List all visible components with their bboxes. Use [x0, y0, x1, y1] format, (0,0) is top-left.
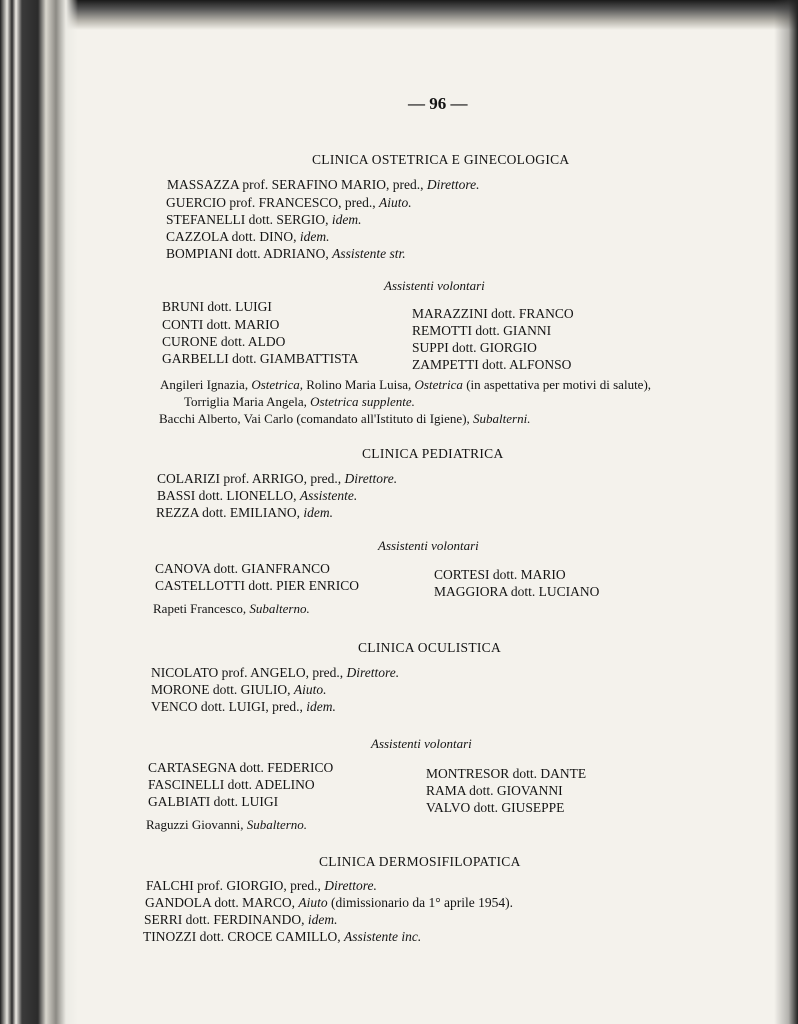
staff-name: BASSI dott. LIONELLO, [157, 488, 297, 503]
staff-name: MASSAZZA prof. SERAFINO MARIO, pred., [167, 177, 424, 192]
volunteer-right: RAMA dott. GIOVANNI [426, 783, 563, 798]
staff-role: idem. [306, 699, 336, 714]
scan-top-shadow [0, 0, 798, 30]
staff-name: SERRI dott. FERDINANDO, [144, 912, 305, 927]
volunteer-left: FASCINELLI dott. ADELINO [148, 777, 315, 792]
staff-entry [166, 194, 412, 211]
staff-role: idem. [303, 505, 333, 520]
section-title-oculistica: CLINICA OCULISTICA [358, 640, 502, 655]
staff-entry [146, 877, 377, 894]
staff-note: (dimissionario da 1° aprile 1954). [331, 895, 514, 910]
volunteer-right: MONTRESOR dott. DANTE [426, 766, 587, 781]
staff-entry [145, 894, 513, 911]
staff-role: idem. [299, 229, 330, 244]
staff-entry [157, 470, 397, 487]
staff-role: Aiuto. [379, 195, 412, 210]
volunteer-right: SUPPI dott. GIORGIO [412, 340, 537, 355]
page-number: — 96 — [408, 94, 468, 113]
section-title-pediatrica: CLINICA PEDIATRICA [362, 446, 504, 461]
volunteer-left: CARTASEGNA dott. FEDERICO [148, 760, 334, 775]
staff-role: Direttore. [344, 471, 398, 486]
book-binding-edge [0, 0, 78, 1024]
staff-name: CAZZOLA dott. DINO, [166, 229, 297, 244]
staff-entry [156, 504, 333, 521]
staff-name: FALCHI prof. GIORGIO, pred., [146, 878, 321, 893]
staff-role: Aiuto. [293, 682, 327, 697]
staff-name: TINOZZI dott. CROCE CAMILLO, [143, 929, 341, 944]
subaltern-note: Raguzzi Giovanni, Subalterno. [146, 817, 308, 832]
page-right-edge [774, 0, 798, 1024]
staff-role: Assistente str. [332, 246, 406, 261]
volunteer-right: VALVO dott. GIUSEPPE [426, 800, 565, 815]
staff-role: idem. [331, 212, 362, 227]
volunteer-left: GALBIATI dott. LUIGI [148, 794, 279, 809]
staff-role: idem. [307, 912, 338, 927]
volunteer-left: CASTELLOTTI dott. PIER ENRICO [155, 578, 359, 593]
volunteer-right: MAGGIORA dott. LUCIANO [434, 584, 600, 599]
volunteers-heading: Assistenti volontari [384, 278, 485, 293]
staff-entry [157, 487, 357, 504]
staff-role: Assistente. [299, 488, 358, 503]
staff-entry [143, 928, 421, 945]
volunteer-right: MARAZZINI dott. FRANCO [412, 306, 574, 321]
staff-entry [166, 245, 406, 262]
staff-entry [151, 664, 399, 681]
staff-name: STEFANELLI dott. SERGIO, [166, 212, 329, 227]
staff-entry [144, 911, 338, 928]
staff-role: Direttore. [426, 177, 480, 192]
staff-name: REZZA dott. EMILIANO, [156, 505, 300, 520]
volunteer-left: BRUNI dott. LUIGI [162, 299, 272, 314]
volunteer-left: CANOVA dott. GIANFRANCO [155, 561, 330, 576]
staff-name: VENCO dott. LUIGI, pred., [151, 699, 303, 714]
staff-role: Aiuto [298, 895, 328, 910]
midwives-note: Angileri Ignazia, Ostetrica, Rolino Maria Luisa, Ostetrica (in aspettativa per motivi di salute), [160, 377, 652, 392]
staff-entry [166, 228, 330, 245]
staff-name: GANDOLA dott. MARCO, [145, 895, 296, 910]
staff-name: MORONE dott. GIULIO, [151, 682, 291, 697]
staff-name: COLARIZI prof. ARRIGO, pred., [157, 471, 342, 486]
volunteer-left: CONTI dott. MARIO [162, 317, 280, 332]
volunteer-left: GARBELLI dott. GIAMBATTISTA [162, 351, 359, 366]
staff-name: GUERCIO prof. FRANCESCO, pred., [166, 195, 376, 210]
staff-role: Assistente inc. [343, 929, 422, 944]
volunteer-right: ZAMPETTI dott. ALFONSO [412, 357, 572, 372]
volunteer-right: CORTESI dott. MARIO [434, 567, 566, 582]
staff-entry [151, 681, 327, 698]
subalterns-note: Bacchi Alberto, Vai Carlo (comandato all'Istituto di Igiene), Subalterni. [159, 411, 531, 426]
volunteer-left: CURONE dott. ALDO [162, 334, 286, 349]
staff-entry [151, 698, 336, 715]
subaltern-note: Rapeti Francesco, Subalterno. [153, 601, 310, 616]
midwife-substitute-note: Torriglia Maria Angela, Ostetrica supplente. [184, 394, 415, 409]
staff-entry [167, 176, 480, 193]
staff-role: Direttore. [324, 878, 377, 893]
staff-role: Direttore. [346, 665, 400, 680]
section-title-ostetrica: CLINICA OSTETRICA E GINECOLOGICA [312, 152, 570, 167]
volunteer-right: REMOTTI dott. GIANNI [412, 323, 552, 338]
volunteers-heading: Assistenti volontari [371, 736, 472, 751]
staff-entry [166, 211, 362, 228]
staff-name: BOMPIANI dott. ADRIANO, [166, 246, 329, 261]
section-title-dermosifilopatica: CLINICA DERMOSIFILOPATICA [319, 854, 521, 869]
volunteers-heading: Assistenti volontari [378, 538, 479, 553]
staff-name: NICOLATO prof. ANGELO, pred., [151, 665, 344, 680]
